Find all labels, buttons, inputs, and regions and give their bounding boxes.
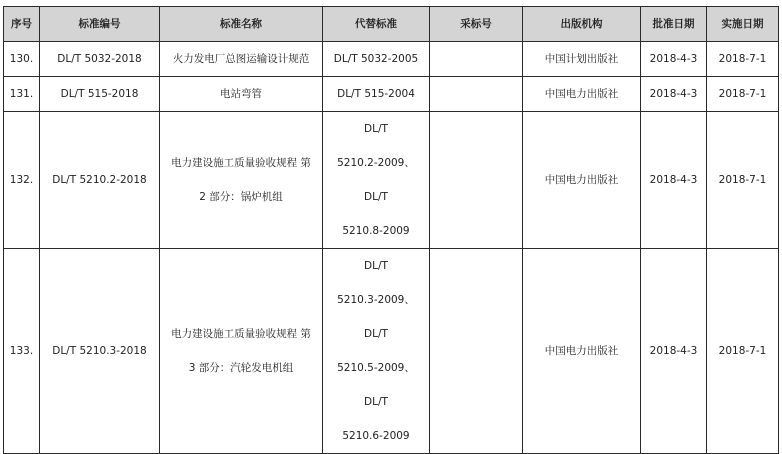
row-name-line: 3 部分：汽轮发电机组 bbox=[188, 362, 294, 374]
row-approved: 2018-4-3 bbox=[641, 112, 707, 249]
row-approved: 2018-4-3 bbox=[641, 77, 707, 112]
row-index: 131. bbox=[4, 77, 40, 112]
row-name-line: 电站弯管 bbox=[220, 88, 262, 100]
row-publisher: 中国电力出版社 bbox=[523, 77, 641, 112]
row-publisher: 中国电力出版社 bbox=[523, 112, 641, 249]
row-name-line: 电力建设施工质量验收规程 第 bbox=[171, 157, 311, 169]
header-replaces: 代替标准 bbox=[323, 7, 430, 42]
row-replaces-line: DL/T 5032-2005 bbox=[333, 53, 419, 65]
row-index: 132. bbox=[4, 112, 40, 249]
row-name-line: 2 部分：锅炉机组 bbox=[199, 191, 283, 203]
table-row bbox=[4, 77, 779, 112]
row-adopted bbox=[430, 77, 523, 112]
row-publisher: 中国电力出版社 bbox=[523, 249, 641, 454]
row-replaces-line: DL/T bbox=[364, 328, 388, 340]
row-replaces bbox=[323, 112, 430, 249]
row-number: DL/T 5032-2018 bbox=[40, 42, 160, 77]
header-adopted: 采标号 bbox=[430, 7, 523, 42]
row-effective: 2018-7-1 bbox=[707, 77, 779, 112]
row-name-line: 电力建设施工质量验收规程 第 bbox=[171, 328, 311, 340]
row-effective: 2018-7-1 bbox=[707, 42, 779, 77]
row-number: DL/T 515-2018 bbox=[40, 77, 160, 112]
row-publisher: 中国计划出版社 bbox=[523, 42, 641, 77]
row-replaces-line: 5210.8-2009 bbox=[342, 225, 410, 237]
row-replaces-line: DL/T bbox=[364, 191, 388, 203]
header-effective: 实施日期 bbox=[707, 7, 779, 42]
header-number: 标准编号 bbox=[40, 7, 160, 42]
row-replaces-line: 5210.5-2009、 bbox=[337, 362, 415, 374]
row-approved: 2018-4-3 bbox=[641, 42, 707, 77]
row-replaces-line: DL/T bbox=[364, 260, 388, 272]
row-name bbox=[160, 112, 323, 249]
row-adopted bbox=[430, 42, 523, 77]
row-name-line: 火力发电厂总图运输设计规范 bbox=[172, 53, 310, 65]
row-name bbox=[160, 249, 323, 454]
row-replaces-line: DL/T 515-2004 bbox=[337, 88, 415, 100]
table-header-row bbox=[4, 7, 779, 42]
header-name: 标准名称 bbox=[160, 7, 323, 42]
header-index: 序号 bbox=[4, 7, 40, 42]
row-replaces bbox=[323, 42, 430, 77]
row-index: 130. bbox=[4, 42, 40, 77]
table-row bbox=[4, 249, 779, 454]
row-replaces-line: 5210.6-2009 bbox=[342, 430, 410, 442]
table-row bbox=[4, 42, 779, 77]
row-name bbox=[160, 77, 323, 112]
row-adopted bbox=[430, 249, 523, 454]
row-effective: 2018-7-1 bbox=[707, 249, 779, 454]
row-index: 133. bbox=[4, 249, 40, 454]
row-number: DL/T 5210.2-2018 bbox=[40, 112, 160, 249]
row-replaces-line: 5210.2-2009、 bbox=[337, 157, 415, 169]
row-effective: 2018-7-1 bbox=[707, 112, 779, 249]
row-replaces-line: DL/T bbox=[364, 396, 388, 408]
row-replaces bbox=[323, 249, 430, 454]
row-number: DL/T 5210.3-2018 bbox=[40, 249, 160, 454]
row-replaces-line: DL/T bbox=[364, 123, 388, 135]
row-replaces-line: 5210.3-2009、 bbox=[337, 294, 415, 306]
row-adopted bbox=[430, 112, 523, 249]
standards-table bbox=[3, 6, 779, 454]
header-approved: 批准日期 bbox=[641, 7, 707, 42]
row-replaces bbox=[323, 77, 430, 112]
table-row bbox=[4, 112, 779, 249]
row-name bbox=[160, 42, 323, 77]
row-approved: 2018-4-3 bbox=[641, 249, 707, 454]
header-publisher: 出版机构 bbox=[523, 7, 641, 42]
